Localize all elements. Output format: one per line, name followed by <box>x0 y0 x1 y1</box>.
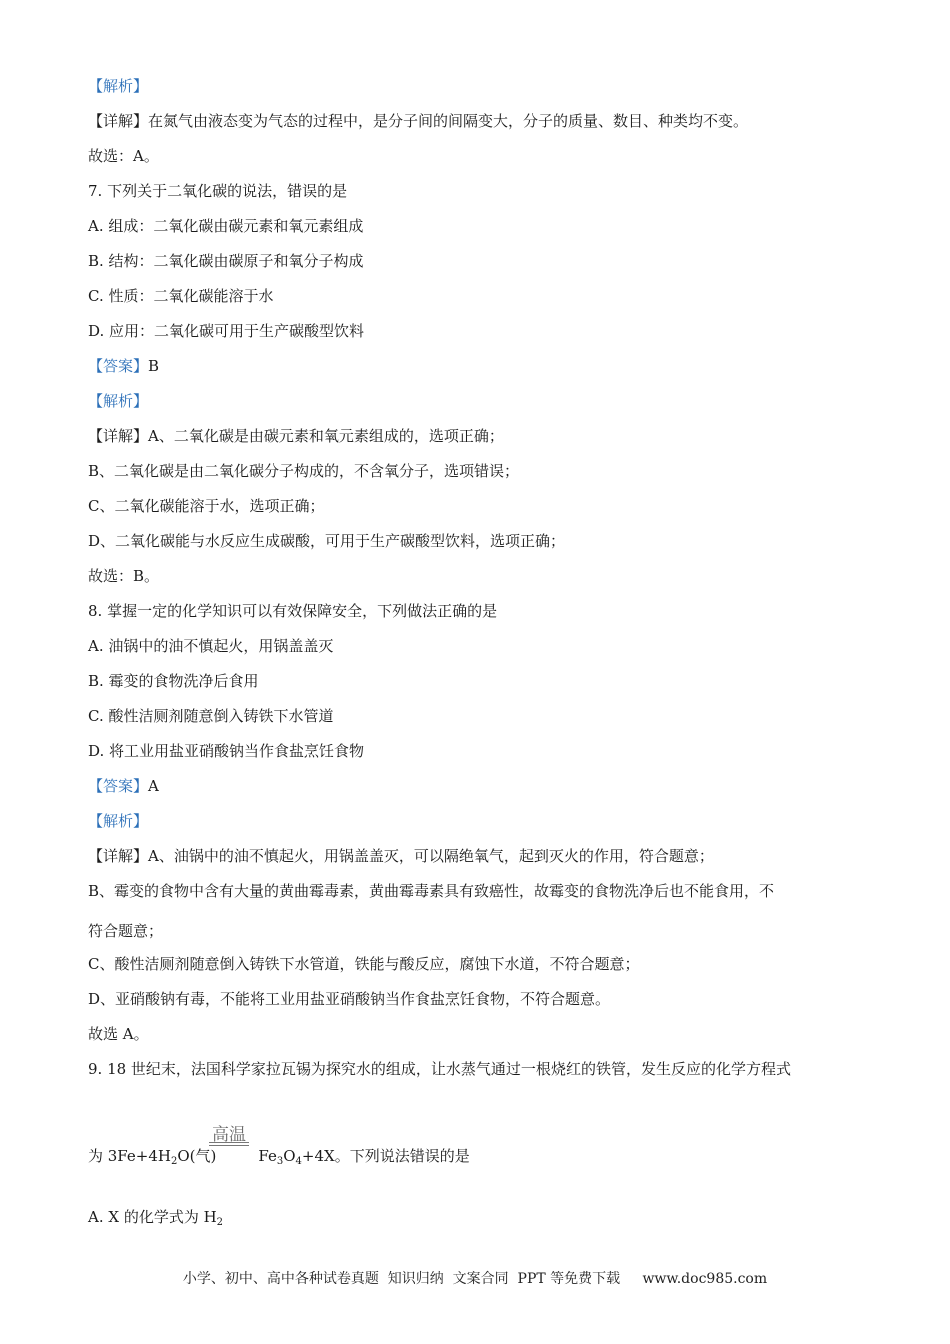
text-line <box>88 846 714 866</box>
line-text: D. 应用：二氧化碳可用于生产碳酸型饮料 <box>88 322 365 340</box>
text-line <box>88 111 748 131</box>
text-line <box>88 954 639 974</box>
text-line <box>88 496 324 516</box>
equation-middle: O(气) <box>177 1147 217 1165</box>
line-text: C. 酸性洁厕剂随意倒入铸铁下水管道 <box>88 707 334 725</box>
equation-product-fe: Fe <box>258 1147 277 1165</box>
section-tag: 【答案】 <box>88 357 149 375</box>
line-text: 符合题意； <box>88 922 164 940</box>
text-line <box>88 251 364 271</box>
line-text: B. 结构：二氧化碳由碳原子和氧分子构成 <box>88 252 364 270</box>
option-a-text: A. X 的化学式为 H <box>88 1208 217 1226</box>
line-text: 【详解】A、油锅中的油不慎起火，用锅盖盖灭，可以隔绝氧气，起到灭火的作用，符合题意； <box>88 847 714 865</box>
text-line <box>88 566 159 586</box>
line-text: B、二氧化碳是由二氧化碳分子构成的，不含氧分子，选项错误； <box>88 462 520 480</box>
text-line <box>88 391 148 411</box>
text-line <box>88 181 347 201</box>
equation-sub-fe: 3 <box>276 1156 284 1167</box>
line-text: A. 油锅中的油不慎起火，用锅盖盖灭 <box>88 637 334 655</box>
line-text: B. 霉变的食物洗净后食用 <box>88 672 259 690</box>
option-a-sub: 2 <box>216 1217 224 1228</box>
text-line <box>88 426 504 446</box>
text-line <box>88 636 333 656</box>
text-line <box>88 671 259 691</box>
line-text: A. 组成：二氧化碳由碳元素和氧元素组成 <box>88 217 364 235</box>
text-line <box>88 1024 149 1044</box>
text-line <box>88 216 363 236</box>
section-tag: 【答案】 <box>88 777 149 795</box>
text-line <box>88 601 497 621</box>
text-line <box>88 921 163 941</box>
section-tag: 【解析】 <box>88 812 149 830</box>
equation-sub-o: 4 <box>295 1156 302 1167</box>
line-text: 【详解】在氮气由液态变为气态的过程中，是分子间的间隔变大，分子的质量、数目、种类均不变。 <box>88 112 749 130</box>
line-text: 7. 下列关于二氧化碳的说法，错误的是 <box>88 182 348 200</box>
line-text: D. 将工业用盐亚硝酸钠当作食盐烹饪食物 <box>88 742 365 760</box>
text-line <box>88 531 565 551</box>
line-text: B、霉变的食物中含有大量的黄曲霉毒素，黄曲霉毒素具有致癌性，故霉变的食物洗净后也不能食用，不 <box>88 882 775 900</box>
text-line <box>88 881 774 901</box>
line-text: C、酸性洁厕剂随意倒入铸铁下水管道，铁能与酸反应，腐蚀下水道，不符合题意； <box>88 955 640 973</box>
line-text: 故选：B。 <box>88 567 160 585</box>
equation-sub-h2o: 2 <box>170 1156 178 1167</box>
text-line <box>88 286 273 306</box>
line-text: D、亚硝酸钠有毒，不能将工业用盐亚硝酸钠当作食盐烹饪食物，不符合题意。 <box>88 990 611 1008</box>
option-a-line <box>88 1207 223 1233</box>
equation-bar-top <box>209 1142 249 1143</box>
reaction-condition: 高温 <box>212 1125 246 1145</box>
line-text: B <box>148 357 160 375</box>
line-text: 8. 掌握一定的化学知识可以有效保障安全，下列做法正确的是 <box>88 602 498 620</box>
equation-product-o: O <box>283 1147 296 1165</box>
equation-prefix: 为 3Fe+4H <box>88 1147 171 1165</box>
text-line <box>88 461 519 481</box>
text-line <box>88 146 159 166</box>
line-text: A <box>148 777 159 795</box>
line-text: 故选 A。 <box>88 1025 149 1043</box>
line-text: 9. 18 世纪末，法国科学家拉瓦锡为探究水的组成，让水蒸气通过一根烧红的铁管，发生反应的化学方程式 <box>88 1060 791 1078</box>
text-line <box>88 76 148 96</box>
text-line <box>88 741 364 761</box>
line-text: C. 性质：二氧化碳能溶于水 <box>88 287 274 305</box>
text-line <box>88 321 364 341</box>
section-tag: 【解析】 <box>88 392 149 410</box>
text-line <box>88 1059 791 1079</box>
text-line <box>88 811 148 831</box>
text-line <box>88 356 159 376</box>
page-footer: 小学、初中、高中各种试卷真题 知识归纳 文案合同 PPT 等免费下载 www.doc985.com <box>182 1271 768 1287</box>
equation-line <box>88 1146 470 1172</box>
section-tag: 【解析】 <box>88 77 149 95</box>
line-text: D、二氧化碳能与水反应生成碳酸，可用于生产碳酸型饮料，选项正确； <box>88 532 566 550</box>
line-text: C、二氧化碳能溶于水，选项正确； <box>88 497 325 515</box>
line-text: 故选：A。 <box>88 147 159 165</box>
text-line <box>88 989 610 1009</box>
line-text: 【详解】A、二氧化碳是由碳元素和氧元素组成的，选项正确； <box>88 427 504 445</box>
text-line <box>88 776 159 796</box>
text-line <box>88 706 333 726</box>
equation-suffix: +4X。下列说法错误的是 <box>301 1147 470 1165</box>
